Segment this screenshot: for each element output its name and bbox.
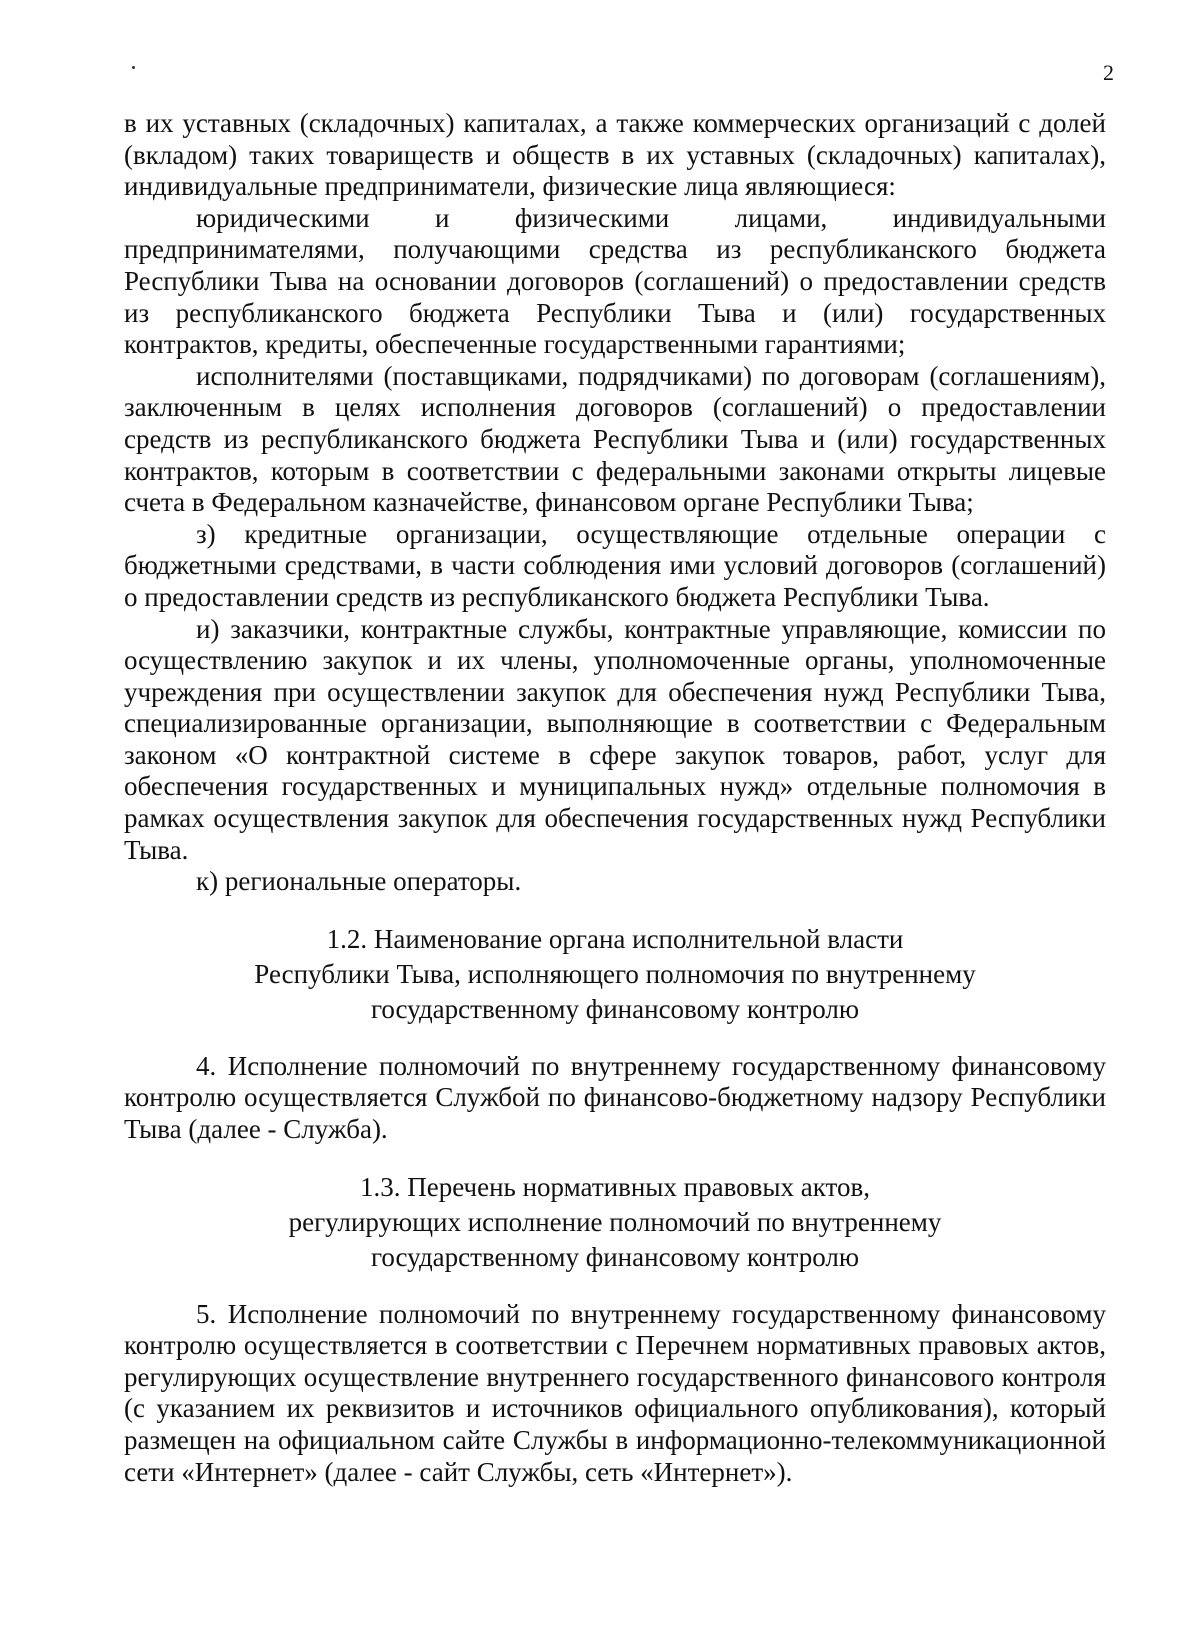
heading-line: государственному финансовому контролю (370, 993, 860, 1024)
section-heading-1-3 (124, 1170, 1106, 1275)
scan-speck (132, 66, 135, 69)
heading-line: регулирующих исполнение полномочий по внутреннему (288, 1206, 942, 1237)
paragraph-item-i: и) заказчики, контрактные службы, контрактные управляющие, комиссии по осуществлению закупок и их члены, уполномоченные органы, уполномоченные учреждения при осуществлении закупок для обеспечения нужд Республики Тыва, специализированные организации, выполняющие в соответствии с Федеральным законом «О контрактной системе в сфере закупок товаров, работ, услуг для обеспечения государственных и муниципальных нужд» отдельные полномочия в рамках осуществления закупок для обеспечения государственных нужд Республики Тыва. (124, 613, 1106, 865)
paragraph-item-k: к) региональные операторы. (196, 866, 522, 897)
paragraph-5: 5. Исполнение полномочий по внутреннему государственному финансовому контролю осуществляется в соответствии с Перечнем нормативных правовых актов, регулирующих осуществление внутреннего государственного финансового контроля (с указанием их реквизитов и источников официального опубликования), который размещен на официальном сайте Службы в информационно-телекоммуникационной сети «Интернет» (далее - сайт Службы, сеть «Интернет»). (124, 1298, 1106, 1487)
heading-line: 1.3. Перечень нормативных правовых актов, (359, 1171, 870, 1202)
paragraph-contractors: исполнителями (поставщиками, подрядчиками) по договорам (соглашениям), заключенным в целях исполнения договоров (соглашений) о предоставлении средств из республиканского бюджета Республики Тыва и (или) государственных контрактов, которым в соответствии с федеральными законами открыты лицевые счета в Федеральном казначействе, финансовом органе Республики Тыва; (124, 360, 1106, 518)
page-number: 2 (1103, 60, 1114, 85)
document-body (124, 108, 1106, 1488)
paragraph-item-z: з) кредитные организации, осуществляющие отдельные операции с бюджетными средствами, в части соблюдения ими условий договоров (соглашений) о предоставлении средств из республиканского бюджета Республики Тыва. (124, 518, 1106, 612)
heading-line: государственному финансовому контролю (370, 1241, 860, 1272)
paragraph-4: 4. Исполнение полномочий по внутреннему государственному финансовому контролю осуществляется Службой по финансово-бюджетному надзору Республики Тыва (далее - Служба). (124, 1050, 1106, 1145)
paragraph-legal-entities: юридическими и физическими лицами, индивидуальными предпринимателями, получающими средства из республиканского бюджета Республики Тыва на основании договоров (соглашений) о предоставлении средств из республиканского бюджета Республики Тыва и (или) государственных контрактов, кредиты, обеспеченные государственными гарантиями; (124, 202, 1106, 360)
heading-line: 1.2. Наименование органа исполнительной власти (326, 923, 904, 954)
paragraph-continuation: в их уставных (складочных) капиталах, а также коммерческих организаций с долей (вкладом) таких товариществ и обществ в их уставных (складочных) капиталах), индивидуальные предприниматели, физические лица являющиеся: (124, 108, 1106, 202)
section-heading-1-2 (124, 922, 1106, 1027)
heading-line: Республики Тыва, исполняющего полномочия по внутреннему (254, 958, 976, 989)
